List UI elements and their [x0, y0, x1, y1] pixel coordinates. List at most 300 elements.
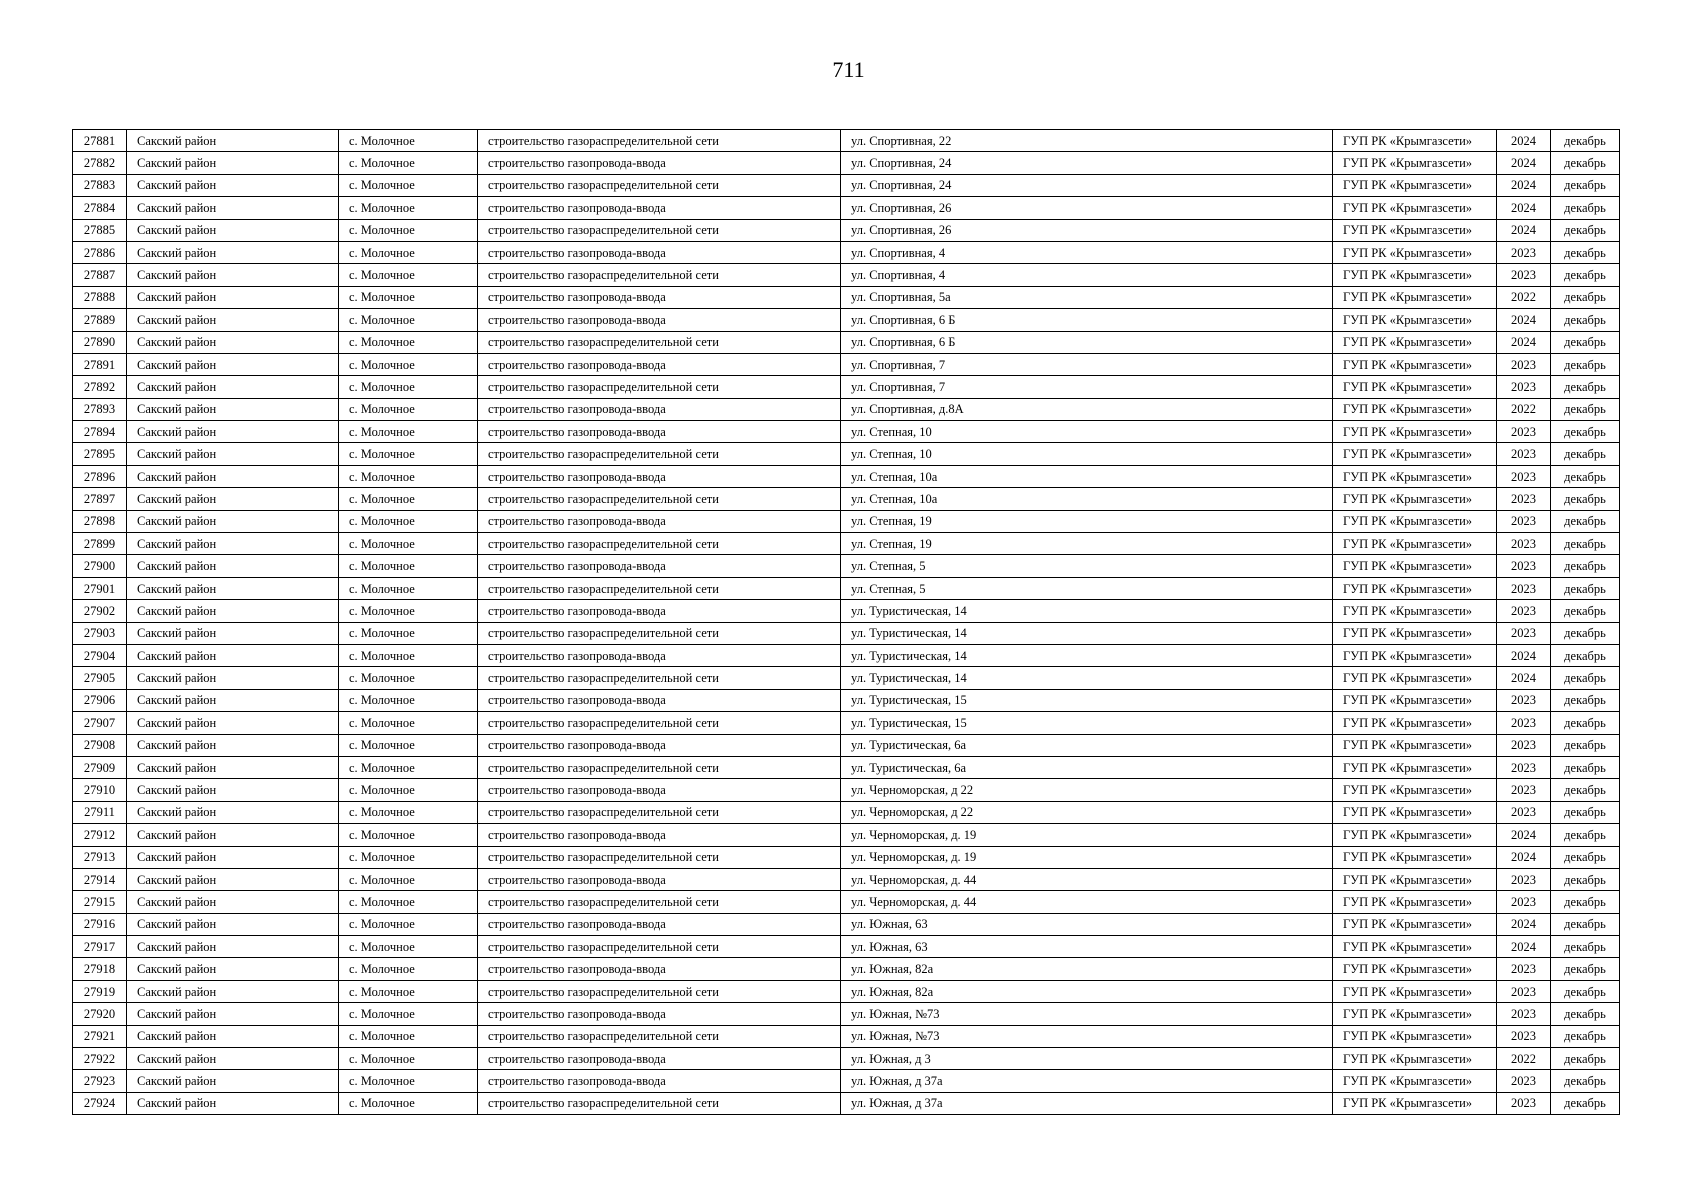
month-cell: декабрь	[1551, 241, 1620, 263]
work-type-cell: строительство газопровода-ввода	[478, 421, 841, 443]
address-cell: ул. Туристическая, 14	[841, 667, 1333, 689]
organization-cell: ГУП РК «Крымгазсети»	[1333, 958, 1497, 980]
district-cell: Сакский район	[127, 331, 339, 353]
year-cell: 2024	[1497, 644, 1551, 666]
settlement-cell: с. Молочное	[339, 644, 478, 666]
district-cell: Сакский район	[127, 376, 339, 398]
district-cell: Сакский район	[127, 824, 339, 846]
work-type-cell: строительство газопровода-ввода	[478, 309, 841, 331]
district-cell: Сакский район	[127, 197, 339, 219]
district-cell: Сакский район	[127, 980, 339, 1002]
year-cell: 2023	[1497, 779, 1551, 801]
year-cell: 2023	[1497, 241, 1551, 263]
address-cell: ул. Степная, 10а	[841, 488, 1333, 510]
month-cell: декабрь	[1551, 353, 1620, 375]
work-type-cell: строительство газораспределительной сети	[478, 174, 841, 196]
work-type-cell: строительство газопровода-ввода	[478, 197, 841, 219]
table-row	[73, 421, 1620, 443]
record-number-cell: 27916	[73, 913, 127, 935]
record-number-cell: 27921	[73, 1025, 127, 1047]
organization-cell: ГУП РК «Крымгазсети»	[1333, 1048, 1497, 1070]
organization-cell: ГУП РК «Крымгазсети»	[1333, 152, 1497, 174]
district-cell: Сакский район	[127, 152, 339, 174]
work-type-cell: строительство газопровода-ввода	[478, 824, 841, 846]
address-cell: ул. Степная, 5	[841, 577, 1333, 599]
organization-cell: ГУП РК «Крымгазсети»	[1333, 465, 1497, 487]
record-number-cell: 27883	[73, 174, 127, 196]
record-number-cell: 27893	[73, 398, 127, 420]
work-type-cell: строительство газораспределительной сети	[478, 756, 841, 778]
month-cell: декабрь	[1551, 846, 1620, 868]
organization-cell: ГУП РК «Крымгазсети»	[1333, 241, 1497, 263]
district-cell: Сакский район	[127, 533, 339, 555]
table-row	[73, 868, 1620, 890]
work-type-cell: строительство газораспределительной сети	[478, 533, 841, 555]
district-cell: Сакский район	[127, 846, 339, 868]
table-row	[73, 622, 1620, 644]
address-cell: ул. Южная, 63	[841, 913, 1333, 935]
record-number-cell: 27903	[73, 622, 127, 644]
month-cell: декабрь	[1551, 286, 1620, 308]
record-number-cell: 27911	[73, 801, 127, 823]
settlement-cell: с. Молочное	[339, 174, 478, 196]
settlement-cell: с. Молочное	[339, 421, 478, 443]
month-cell: декабрь	[1551, 1070, 1620, 1092]
work-type-cell: строительство газораспределительной сети	[478, 488, 841, 510]
work-type-cell: строительство газораспределительной сети	[478, 846, 841, 868]
year-cell: 2024	[1497, 309, 1551, 331]
year-cell: 2022	[1497, 1048, 1551, 1070]
month-cell: декабрь	[1551, 600, 1620, 622]
table-row	[73, 309, 1620, 331]
work-type-cell: строительство газопровода-ввода	[478, 600, 841, 622]
district-cell: Сакский район	[127, 241, 339, 263]
record-number-cell: 27905	[73, 667, 127, 689]
table-row	[73, 264, 1620, 286]
district-cell: Сакский район	[127, 398, 339, 420]
record-number-cell: 27891	[73, 353, 127, 375]
record-number-cell: 27885	[73, 219, 127, 241]
year-cell: 2023	[1497, 510, 1551, 532]
year-cell: 2023	[1497, 533, 1551, 555]
year-cell: 2023	[1497, 734, 1551, 756]
table-row	[73, 936, 1620, 958]
address-cell: ул. Спортивная, 26	[841, 197, 1333, 219]
year-cell: 2023	[1497, 1092, 1551, 1114]
month-cell: декабрь	[1551, 488, 1620, 510]
month-cell: декабрь	[1551, 1048, 1620, 1070]
district-cell: Сакский район	[127, 309, 339, 331]
settlement-cell: с. Молочное	[339, 376, 478, 398]
record-number-cell: 27918	[73, 958, 127, 980]
organization-cell: ГУП РК «Крымгазсети»	[1333, 980, 1497, 1002]
year-cell: 2023	[1497, 801, 1551, 823]
district-cell: Сакский район	[127, 577, 339, 599]
settlement-cell: с. Молочное	[339, 689, 478, 711]
table-row	[73, 1070, 1620, 1092]
year-cell: 2023	[1497, 376, 1551, 398]
month-cell: декабрь	[1551, 219, 1620, 241]
year-cell: 2023	[1497, 600, 1551, 622]
district-cell: Сакский район	[127, 286, 339, 308]
district-cell: Сакский район	[127, 1048, 339, 1070]
month-cell: декабрь	[1551, 174, 1620, 196]
organization-cell: ГУП РК «Крымгазсети»	[1333, 936, 1497, 958]
table-row	[73, 1003, 1620, 1025]
address-cell: ул. Степная, 10а	[841, 465, 1333, 487]
organization-cell: ГУП РК «Крымгазсети»	[1333, 197, 1497, 219]
settlement-cell: с. Молочное	[339, 264, 478, 286]
organization-cell: ГУП РК «Крымгазсети»	[1333, 443, 1497, 465]
month-cell: декабрь	[1551, 376, 1620, 398]
work-type-cell: строительство газораспределительной сети	[478, 376, 841, 398]
settlement-cell: с. Молочное	[339, 1092, 478, 1114]
record-number-cell: 27887	[73, 264, 127, 286]
month-cell: декабрь	[1551, 197, 1620, 219]
address-cell: ул. Спортивная, 7	[841, 353, 1333, 375]
district-cell: Сакский район	[127, 443, 339, 465]
work-type-cell: строительство газопровода-ввода	[478, 152, 841, 174]
table-row	[73, 510, 1620, 532]
year-cell: 2024	[1497, 913, 1551, 935]
table-row	[73, 331, 1620, 353]
address-cell: ул. Южная, д 37а	[841, 1092, 1333, 1114]
address-cell: ул. Южная, 82а	[841, 980, 1333, 1002]
district-cell: Сакский район	[127, 667, 339, 689]
table-row	[73, 555, 1620, 577]
table-row	[73, 286, 1620, 308]
settlement-cell: с. Молочное	[339, 868, 478, 890]
address-cell: ул. Степная, 19	[841, 533, 1333, 555]
address-cell: ул. Спортивная, 4	[841, 264, 1333, 286]
year-cell: 2022	[1497, 398, 1551, 420]
work-type-cell: строительство газопровода-ввода	[478, 1070, 841, 1092]
district-cell: Сакский район	[127, 868, 339, 890]
month-cell: декабрь	[1551, 331, 1620, 353]
month-cell: декабрь	[1551, 465, 1620, 487]
organization-cell: ГУП РК «Крымгазсети»	[1333, 1003, 1497, 1025]
table-row	[73, 712, 1620, 734]
record-number-cell: 27917	[73, 936, 127, 958]
address-cell: ул. Спортивная, 26	[841, 219, 1333, 241]
work-type-cell: строительство газораспределительной сети	[478, 1025, 841, 1047]
settlement-cell: с. Молочное	[339, 533, 478, 555]
month-cell: декабрь	[1551, 152, 1620, 174]
month-cell: декабрь	[1551, 712, 1620, 734]
organization-cell: ГУП РК «Крымгазсети»	[1333, 667, 1497, 689]
work-type-cell: строительство газопровода-ввода	[478, 353, 841, 375]
work-type-cell: строительство газопровода-ввода	[478, 958, 841, 980]
record-number-cell: 27895	[73, 443, 127, 465]
year-cell: 2023	[1497, 353, 1551, 375]
organization-cell: ГУП РК «Крымгазсети»	[1333, 734, 1497, 756]
organization-cell: ГУП РК «Крымгазсети»	[1333, 1070, 1497, 1092]
work-type-cell: строительство газопровода-ввода	[478, 241, 841, 263]
organization-cell: ГУП РК «Крымгазсети»	[1333, 376, 1497, 398]
district-cell: Сакский район	[127, 465, 339, 487]
district-cell: Сакский район	[127, 1025, 339, 1047]
address-cell: ул. Черноморская, д. 19	[841, 846, 1333, 868]
month-cell: декабрь	[1551, 1003, 1620, 1025]
organization-cell: ГУП РК «Крымгазсети»	[1333, 689, 1497, 711]
address-cell: ул. Черноморская, д. 44	[841, 868, 1333, 890]
year-cell: 2022	[1497, 286, 1551, 308]
district-cell: Сакский район	[127, 644, 339, 666]
record-number-cell: 27908	[73, 734, 127, 756]
record-number-cell: 27923	[73, 1070, 127, 1092]
organization-cell: ГУП РК «Крымгазсети»	[1333, 331, 1497, 353]
settlement-cell: с. Молочное	[339, 980, 478, 1002]
page-number: 711	[832, 57, 865, 82]
settlement-cell: с. Молочное	[339, 152, 478, 174]
table-row	[73, 913, 1620, 935]
record-number-cell: 27897	[73, 488, 127, 510]
table-row	[73, 465, 1620, 487]
work-type-cell: строительство газораспределительной сети	[478, 712, 841, 734]
table-row	[73, 130, 1620, 152]
settlement-cell: с. Молочное	[339, 398, 478, 420]
district-cell: Сакский район	[127, 622, 339, 644]
district-cell: Сакский район	[127, 174, 339, 196]
district-cell: Сакский район	[127, 555, 339, 577]
settlement-cell: с. Молочное	[339, 465, 478, 487]
district-cell: Сакский район	[127, 1003, 339, 1025]
month-cell: декабрь	[1551, 868, 1620, 890]
month-cell: декабрь	[1551, 913, 1620, 935]
work-type-cell: строительство газопровода-ввода	[478, 734, 841, 756]
month-cell: декабрь	[1551, 891, 1620, 913]
settlement-cell: с. Молочное	[339, 846, 478, 868]
district-cell: Сакский район	[127, 1070, 339, 1092]
settlement-cell: с. Молочное	[339, 241, 478, 263]
table-row	[73, 667, 1620, 689]
year-cell: 2023	[1497, 980, 1551, 1002]
work-type-cell: строительство газораспределительной сети	[478, 980, 841, 1002]
record-number-cell: 27899	[73, 533, 127, 555]
table-row	[73, 533, 1620, 555]
record-number-cell: 27924	[73, 1092, 127, 1114]
organization-cell: ГУП РК «Крымгазсети»	[1333, 174, 1497, 196]
settlement-cell: с. Молочное	[339, 600, 478, 622]
address-cell: ул. Спортивная, 6 Б	[841, 331, 1333, 353]
year-cell: 2024	[1497, 197, 1551, 219]
record-number-cell: 27882	[73, 152, 127, 174]
work-type-cell: строительство газораспределительной сети	[478, 936, 841, 958]
year-cell: 2023	[1497, 1070, 1551, 1092]
settlement-cell: с. Молочное	[339, 756, 478, 778]
settlement-cell: с. Молочное	[339, 488, 478, 510]
settlement-cell: с. Молочное	[339, 824, 478, 846]
work-type-cell: строительство газораспределительной сети	[478, 801, 841, 823]
organization-cell: ГУП РК «Крымгазсети»	[1333, 712, 1497, 734]
record-number-cell: 27884	[73, 197, 127, 219]
address-cell: ул. Черноморская, д 22	[841, 801, 1333, 823]
register-table	[72, 129, 1620, 1115]
district-cell: Сакский район	[127, 600, 339, 622]
month-cell: декабрь	[1551, 824, 1620, 846]
work-type-cell: строительство газораспределительной сети	[478, 891, 841, 913]
month-cell: декабрь	[1551, 264, 1620, 286]
table-row	[73, 756, 1620, 778]
month-cell: декабрь	[1551, 130, 1620, 152]
address-cell: ул. Туристическая, 14	[841, 644, 1333, 666]
table-row	[73, 398, 1620, 420]
organization-cell: ГУП РК «Крымгазсети»	[1333, 533, 1497, 555]
table-row	[73, 644, 1620, 666]
year-cell: 2023	[1497, 712, 1551, 734]
district-cell: Сакский район	[127, 1092, 339, 1114]
district-cell: Сакский район	[127, 264, 339, 286]
year-cell: 2023	[1497, 891, 1551, 913]
year-cell: 2023	[1497, 1025, 1551, 1047]
record-number-cell: 27914	[73, 868, 127, 890]
settlement-cell: с. Молочное	[339, 130, 478, 152]
month-cell: декабрь	[1551, 510, 1620, 532]
settlement-cell: с. Молочное	[339, 667, 478, 689]
work-type-cell: строительство газопровода-ввода	[478, 689, 841, 711]
address-cell: ул. Туристическая, 6а	[841, 734, 1333, 756]
work-type-cell: строительство газопровода-ввода	[478, 913, 841, 935]
address-cell: ул. Спортивная, 24	[841, 152, 1333, 174]
settlement-cell: с. Молочное	[339, 331, 478, 353]
organization-cell: ГУП РК «Крымгазсети»	[1333, 1092, 1497, 1114]
address-cell: ул. Степная, 10	[841, 443, 1333, 465]
district-cell: Сакский район	[127, 130, 339, 152]
month-cell: декабрь	[1551, 958, 1620, 980]
record-number-cell: 27915	[73, 891, 127, 913]
organization-cell: ГУП РК «Крымгазсети»	[1333, 644, 1497, 666]
month-cell: декабрь	[1551, 555, 1620, 577]
table-row	[73, 779, 1620, 801]
year-cell: 2024	[1497, 667, 1551, 689]
table-row	[73, 488, 1620, 510]
year-cell: 2024	[1497, 824, 1551, 846]
organization-cell: ГУП РК «Крымгазсети»	[1333, 891, 1497, 913]
record-number-cell: 27898	[73, 510, 127, 532]
settlement-cell: с. Молочное	[339, 958, 478, 980]
record-number-cell: 27922	[73, 1048, 127, 1070]
month-cell: декабрь	[1551, 689, 1620, 711]
record-number-cell: 27900	[73, 555, 127, 577]
address-cell: ул. Спортивная, 22	[841, 130, 1333, 152]
district-cell: Сакский район	[127, 712, 339, 734]
table-row	[73, 1048, 1620, 1070]
work-type-cell: строительство газораспределительной сети	[478, 130, 841, 152]
organization-cell: ГУП РК «Крымгазсети»	[1333, 286, 1497, 308]
address-cell: ул. Туристическая, 15	[841, 689, 1333, 711]
year-cell: 2023	[1497, 555, 1551, 577]
year-cell: 2023	[1497, 868, 1551, 890]
year-cell: 2024	[1497, 174, 1551, 196]
address-cell: ул. Туристическая, 15	[841, 712, 1333, 734]
year-cell: 2023	[1497, 622, 1551, 644]
work-type-cell: строительство газораспределительной сети	[478, 1092, 841, 1114]
organization-cell: ГУП РК «Крымгазсети»	[1333, 913, 1497, 935]
address-cell: ул. Спортивная, 4	[841, 241, 1333, 263]
settlement-cell: с. Молочное	[339, 286, 478, 308]
organization-cell: ГУП РК «Крымгазсети»	[1333, 779, 1497, 801]
address-cell: ул. Черноморская, д. 19	[841, 824, 1333, 846]
settlement-cell: с. Молочное	[339, 1025, 478, 1047]
organization-cell: ГУП РК «Крымгазсети»	[1333, 264, 1497, 286]
address-cell: ул. Черноморская, д 22	[841, 779, 1333, 801]
address-cell: ул. Спортивная, 7	[841, 376, 1333, 398]
year-cell: 2024	[1497, 130, 1551, 152]
organization-cell: ГУП РК «Крымгазсети»	[1333, 824, 1497, 846]
register-body	[73, 130, 1620, 1115]
record-number-cell: 27901	[73, 577, 127, 599]
work-type-cell: строительство газораспределительной сети	[478, 331, 841, 353]
table-row	[73, 824, 1620, 846]
record-number-cell: 27889	[73, 309, 127, 331]
settlement-cell: с. Молочное	[339, 577, 478, 599]
table-row	[73, 443, 1620, 465]
table-row	[73, 577, 1620, 599]
organization-cell: ГУП РК «Крымгазсети»	[1333, 868, 1497, 890]
year-cell: 2024	[1497, 846, 1551, 868]
settlement-cell: с. Молочное	[339, 734, 478, 756]
organization-cell: ГУП РК «Крымгазсети»	[1333, 219, 1497, 241]
month-cell: декабрь	[1551, 443, 1620, 465]
settlement-cell: с. Молочное	[339, 353, 478, 375]
address-cell: ул. Спортивная, 6 Б	[841, 309, 1333, 331]
work-type-cell: строительство газопровода-ввода	[478, 868, 841, 890]
record-number-cell: 27888	[73, 286, 127, 308]
record-number-cell: 27904	[73, 644, 127, 666]
address-cell: ул. Степная, 10	[841, 421, 1333, 443]
record-number-cell: 27886	[73, 241, 127, 263]
district-cell: Сакский район	[127, 353, 339, 375]
month-cell: декабрь	[1551, 734, 1620, 756]
organization-cell: ГУП РК «Крымгазсети»	[1333, 555, 1497, 577]
work-type-cell: строительство газопровода-ввода	[478, 510, 841, 532]
organization-cell: ГУП РК «Крымгазсети»	[1333, 801, 1497, 823]
record-number-cell: 27902	[73, 600, 127, 622]
district-cell: Сакский район	[127, 801, 339, 823]
year-cell: 2023	[1497, 421, 1551, 443]
district-cell: Сакский район	[127, 756, 339, 778]
month-cell: декабрь	[1551, 398, 1620, 420]
table-row	[73, 734, 1620, 756]
settlement-cell: с. Молочное	[339, 1048, 478, 1070]
address-cell: ул. Южная, д 37а	[841, 1070, 1333, 1092]
month-cell: декабрь	[1551, 644, 1620, 666]
month-cell: декабрь	[1551, 756, 1620, 778]
work-type-cell: строительство газопровода-ввода	[478, 465, 841, 487]
table-row	[73, 980, 1620, 1002]
month-cell: декабрь	[1551, 936, 1620, 958]
district-cell: Сакский район	[127, 891, 339, 913]
month-cell: декабрь	[1551, 980, 1620, 1002]
year-cell: 2023	[1497, 488, 1551, 510]
district-cell: Сакский район	[127, 936, 339, 958]
address-cell: ул. Степная, 5	[841, 555, 1333, 577]
record-number-cell: 27892	[73, 376, 127, 398]
table-row	[73, 241, 1620, 263]
year-cell: 2023	[1497, 577, 1551, 599]
settlement-cell: с. Молочное	[339, 891, 478, 913]
district-cell: Сакский район	[127, 488, 339, 510]
organization-cell: ГУП РК «Крымгазсети»	[1333, 353, 1497, 375]
table-row	[73, 1025, 1620, 1047]
work-type-cell: строительство газораспределительной сети	[478, 667, 841, 689]
record-number-cell: 27913	[73, 846, 127, 868]
month-cell: декабрь	[1551, 309, 1620, 331]
settlement-cell: с. Молочное	[339, 1070, 478, 1092]
year-cell: 2023	[1497, 465, 1551, 487]
settlement-cell: с. Молочное	[339, 219, 478, 241]
month-cell: декабрь	[1551, 1025, 1620, 1047]
